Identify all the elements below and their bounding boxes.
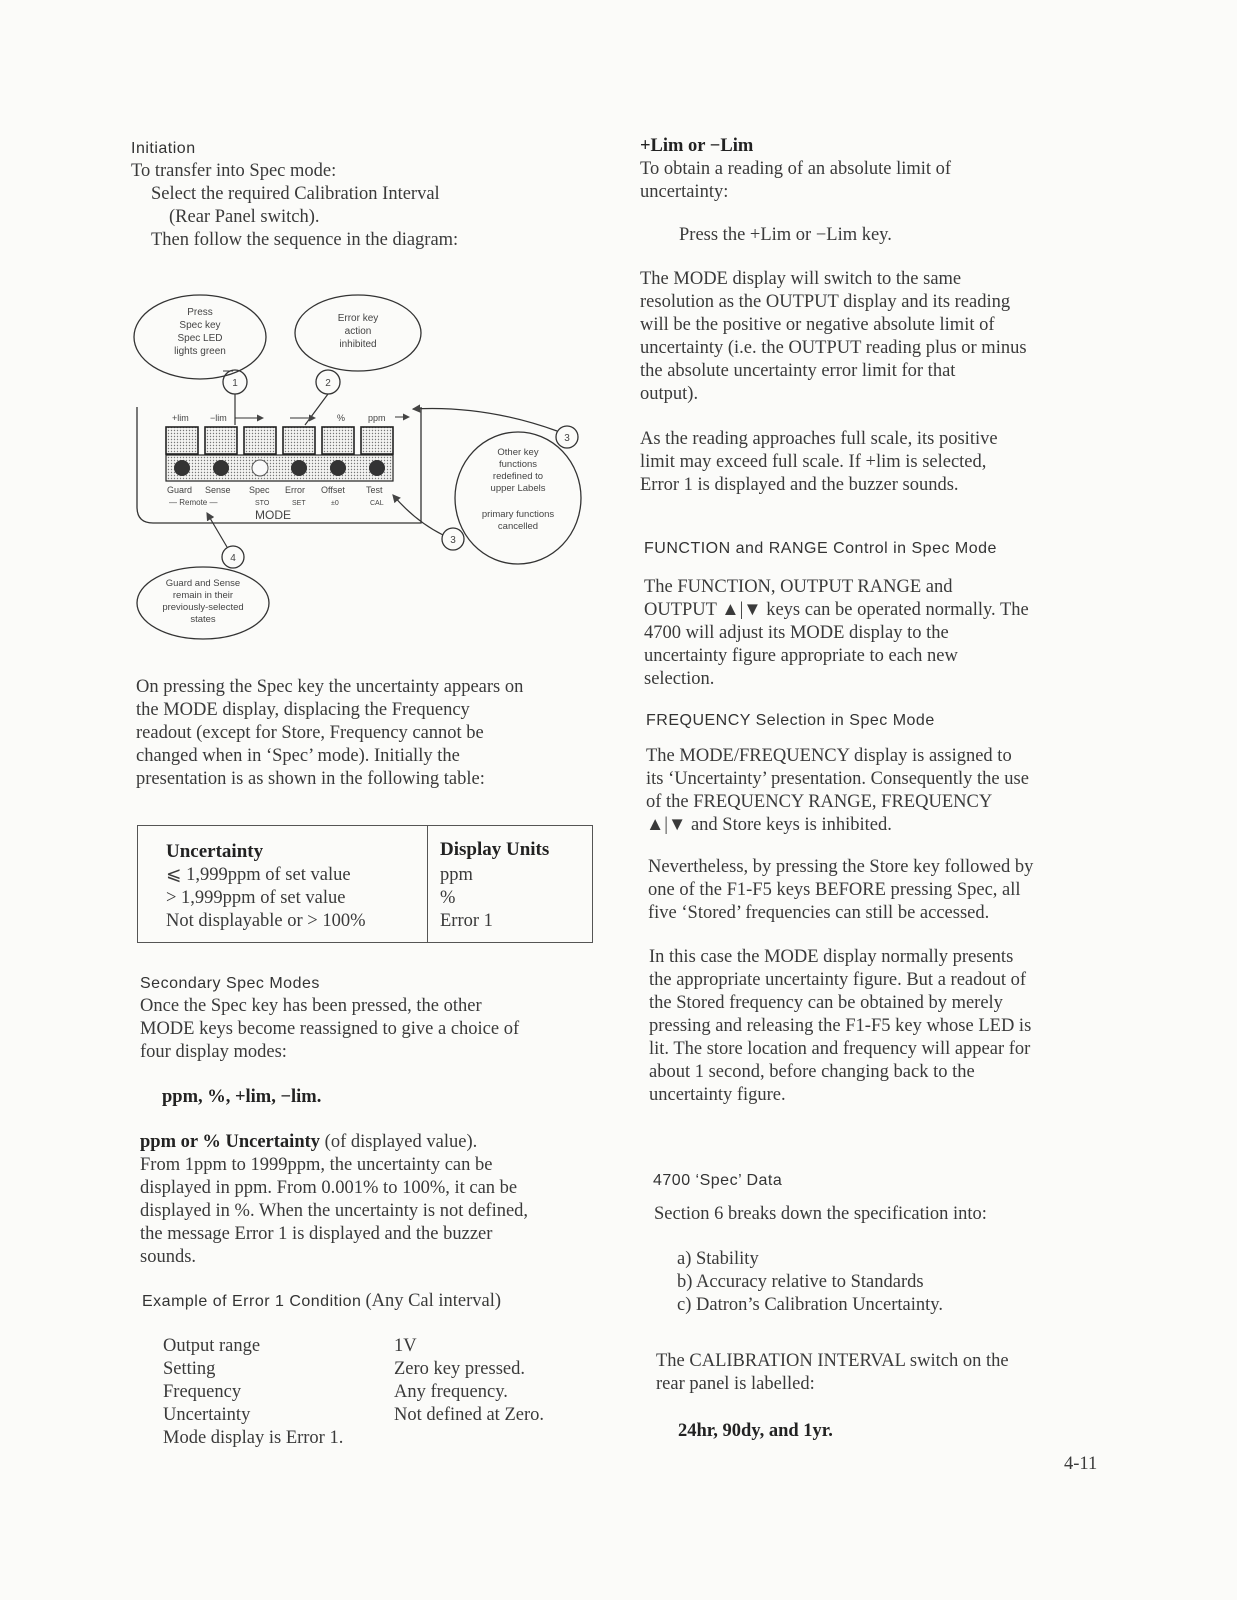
paragraph-line: Once the Spec key has been pressed, the other	[140, 996, 482, 1016]
example-values	[394, 1335, 544, 1427]
initiation-line: To transfer into Spec mode:	[131, 161, 337, 181]
paragraph-line: selection.	[644, 669, 715, 689]
upper-label-percent: %	[337, 413, 346, 423]
ppm-uncertainty-heading	[140, 1131, 477, 1154]
step-3b-number: 3	[450, 535, 456, 546]
sub-label-sto: STO	[255, 500, 270, 507]
paragraph-line: As the reading approaches full scale, its positive	[640, 429, 998, 449]
example-value: Any frequency.	[394, 1382, 508, 1402]
paragraph-line: sounds.	[140, 1247, 197, 1267]
step-1-number: 1	[232, 378, 238, 389]
paragraph-line: the MODE display, displacing the Frequency	[136, 700, 470, 720]
bubble2-line: inhibited	[339, 339, 377, 350]
paragraph-line: will be the positive or negative absolute limit of	[640, 315, 995, 335]
secondary-modes-heading: Secondary Spec Modes	[140, 975, 320, 992]
upper-label-minus-lim: −lim	[210, 413, 227, 423]
page-number: 4-11	[1064, 1454, 1098, 1474]
callout-bubble-4	[137, 567, 269, 639]
list-item: b) Accuracy relative to Standards	[677, 1272, 924, 1292]
paragraph-line: The CALIBRATION INTERVAL switch on the	[656, 1351, 1009, 1371]
secondary-modes-text	[140, 995, 519, 1064]
paragraph-line: changed when in ‘Spec’ mode). Initially the	[136, 746, 460, 766]
paragraph-line: From 1ppm to 1999ppm, the uncertainty can be	[140, 1155, 493, 1175]
paragraph-line: To obtain a reading of an absolute limit of	[640, 159, 952, 179]
sub-label-set: SET	[292, 500, 306, 507]
bubble1-line: Spec LED	[177, 333, 223, 344]
bubble4-line: remain in their	[172, 590, 234, 601]
paragraph-line: uncertainty (i.e. the OUTPUT reading plus or minus	[640, 338, 1027, 358]
example-value: Not defined at Zero.	[394, 1405, 544, 1425]
sub-label-pm0: ±0	[331, 500, 339, 507]
paragraph-line: ▲|▼ and Store keys is inhibited.	[646, 815, 892, 835]
paragraph-line: four display modes:	[140, 1042, 287, 1062]
function-range-paragraph	[644, 576, 1029, 691]
example-label: Frequency	[163, 1382, 242, 1402]
example-heading	[142, 1290, 501, 1313]
initiation-line: Then follow the sequence in the diagram:	[151, 230, 459, 250]
paragraph-line: resolution as the OUTPUT display and its reading	[640, 292, 1011, 312]
ppm-uncertainty-text	[140, 1154, 528, 1269]
paragraph-line: 4700 will adjust its MODE display to the	[644, 623, 949, 643]
callout-bubble-2	[295, 295, 421, 371]
paragraph-line: pressing and releasing the F1-F5 key whose LED is	[649, 1016, 1032, 1036]
spec-key-paragraph	[136, 676, 592, 791]
uncertainty-table	[137, 825, 593, 943]
function-range-heading: FUNCTION and RANGE Control in Spec Mode	[644, 540, 997, 557]
step-2-number: 2	[325, 378, 331, 389]
lower-label-offset: Offset	[321, 485, 345, 495]
callout-bubble-3	[455, 432, 581, 564]
step-4-number: 4	[230, 553, 236, 564]
press-lim-line: Press the +Lim or −Lim key.	[679, 225, 892, 245]
list-item: a) Stability	[677, 1249, 759, 1269]
bubble3-line: redefined to	[492, 471, 544, 482]
initiation-heading: Initiation	[131, 140, 196, 157]
frequency-selection-paragraph	[646, 745, 1029, 837]
bubble3-line: functions	[498, 459, 538, 470]
paragraph-line: five ‘Stored’ frequencies can still be accessed.	[648, 903, 990, 923]
bubble3-line: cancelled	[497, 521, 539, 532]
paragraph-line: about 1 second, before changing back to the	[649, 1062, 975, 1082]
paragraph-line: uncertainty:	[640, 182, 729, 202]
lower-label-guard: Guard	[167, 485, 193, 495]
paragraph-line: its ‘Uncertainty’ presentation. Consequently the use	[646, 769, 1029, 789]
paragraph-line: the Stored frequency can be obtained by merely	[649, 993, 1003, 1013]
callout-bubble-1	[134, 295, 266, 379]
paragraph-line: In this case the MODE display normally presents	[649, 947, 1014, 967]
lower-label-sense: Sense	[205, 485, 231, 495]
paragraph-line: Error 1 is displayed and the buzzer sounds.	[640, 475, 959, 495]
paragraph-line: of the FREQUENCY RANGE, FREQUENCY	[646, 792, 993, 812]
spec-data-heading: 4700 ‘Spec’ Data	[653, 1172, 783, 1189]
bubble3-line: primary functions	[481, 509, 555, 520]
paragraph-line: The MODE/FREQUENCY display is assigned to	[646, 746, 1012, 766]
modes-list: ppm, %, +lim, −lim.	[162, 1087, 322, 1107]
bubble1-line: Press	[187, 307, 213, 318]
example-label: Setting	[163, 1359, 216, 1379]
upper-label-ppm: ppm	[368, 413, 386, 423]
spec-data-intro: Section 6 breaks down the specification into:	[654, 1204, 987, 1224]
paragraph-line: The FUNCTION, OUTPUT RANGE and	[644, 577, 953, 597]
paragraph-line: MODE keys become reassigned to give a choice of	[140, 1019, 520, 1039]
initiation-line: (Rear Panel switch).	[169, 207, 320, 227]
example-last-line: Mode display is Error 1.	[163, 1428, 344, 1448]
ppm-heading-bold: ppm or % Uncertainty	[140, 1132, 321, 1152]
example-heading-tail: (Any Cal interval)	[365, 1291, 502, 1311]
paragraph-line: Nevertheless, by pressing the Store key followed by	[648, 857, 1034, 877]
table-cell: %	[440, 888, 456, 908]
calibration-interval-paragraph	[656, 1350, 1009, 1396]
table-header-uncertainty: Uncertainty	[166, 841, 264, 862]
paragraph-line: uncertainty figure appropriate to each new	[644, 646, 958, 666]
stored-frequency-paragraph	[649, 946, 1031, 1107]
paragraph-line: limit may exceed full scale. If +lim is selected,	[640, 452, 987, 472]
paragraph-line: On pressing the Spec key the uncertainty appears on	[136, 677, 524, 697]
paragraph-line: the appropriate uncertainty figure. But a readout of	[649, 970, 1027, 990]
bubble3-line: Other key	[497, 447, 539, 458]
paragraph-line: the message Error 1 is displayed and the buzzer	[140, 1224, 493, 1244]
mode-keys	[166, 427, 393, 481]
example-labels	[163, 1335, 343, 1450]
paragraph-line: presentation is as shown in the following table:	[136, 769, 485, 789]
list-item: c) Datron’s Calibration Uncertainty.	[677, 1295, 943, 1315]
example-label: Output range	[163, 1336, 261, 1356]
lower-label-error: Error	[285, 485, 305, 495]
spec-data-list	[677, 1248, 943, 1317]
upper-label-plus-lim: +lim	[172, 413, 189, 423]
example-heading-label: Example of Error 1 Condition	[142, 1293, 362, 1310]
table-cell: ppm	[440, 865, 473, 885]
table-cell: ⩽ 1,999ppm of set value	[166, 865, 351, 885]
nevertheless-paragraph	[648, 856, 1033, 925]
paragraph-line: output).	[640, 384, 699, 404]
lim-intro	[640, 158, 951, 204]
paragraph-line: displayed in %. When the uncertainty is not defined,	[140, 1201, 529, 1221]
mode-display-paragraph	[640, 268, 1027, 406]
table-cell: > 1,999ppm of set value	[166, 888, 346, 908]
spec-mode-diagram	[125, 285, 605, 660]
paragraph-line: OUTPUT ▲|▼ keys can be operated normally. The	[644, 600, 1029, 620]
paragraph-line: readout (except for Store, Frequency cannot be	[136, 723, 484, 743]
paragraph-line: The MODE display will switch to the same	[640, 269, 962, 289]
lower-label-spec: Spec	[249, 485, 270, 495]
paragraph-line: the absolute uncertainty error limit for that	[640, 361, 956, 381]
paragraph-line: displayed in ppm. From 0.001% to 100%, it can be	[140, 1178, 518, 1198]
table-cell: Error 1	[440, 911, 493, 931]
calibration-intervals: 24hr, 90dy, and 1yr.	[678, 1421, 833, 1441]
example-value: Zero key pressed.	[394, 1359, 525, 1379]
mode-label: MODE	[255, 508, 291, 522]
bubble1-line: Spec key	[179, 320, 221, 331]
remote-label: — Remote —	[169, 498, 218, 507]
bubble2-line: Error key	[337, 313, 379, 324]
table-cell: Not displayable or > 100%	[166, 911, 366, 931]
paragraph-line: uncertainty figure.	[649, 1085, 786, 1105]
sub-label-cal: CAL	[370, 500, 384, 507]
paragraph-line: rear panel is labelled:	[656, 1374, 815, 1394]
bubble4-line: previously-selected	[162, 602, 244, 613]
lim-heading: +Lim or −Lim	[640, 136, 754, 156]
ppm-heading-tail: (of displayed value).	[324, 1132, 478, 1152]
example-value: 1V	[394, 1336, 417, 1356]
table-col-uncertainty	[166, 864, 366, 933]
bubble2-line: action	[344, 326, 372, 337]
bubble1-line: lights green	[174, 346, 226, 357]
bubble4-line: states	[190, 614, 216, 625]
bubble4-line: Guard and Sense	[165, 578, 241, 589]
table-col-units	[440, 864, 493, 933]
step-3a-number: 3	[564, 433, 570, 444]
full-scale-paragraph	[640, 428, 998, 497]
paragraph-line: one of the F1-F5 keys BEFORE pressing Spec, all	[648, 880, 1021, 900]
frequency-selection-heading: FREQUENCY Selection in Spec Mode	[646, 712, 935, 729]
bubble3-line: upper Labels	[490, 483, 546, 494]
initiation-text	[131, 160, 458, 252]
paragraph-line: lit. The store location and frequency will appear for	[649, 1039, 1031, 1059]
lower-label-test: Test	[366, 485, 383, 495]
example-label: Uncertainty	[163, 1405, 251, 1425]
initiation-line: Select the required Calibration Interval	[151, 184, 440, 204]
table-header-display-units: Display Units	[440, 839, 550, 860]
